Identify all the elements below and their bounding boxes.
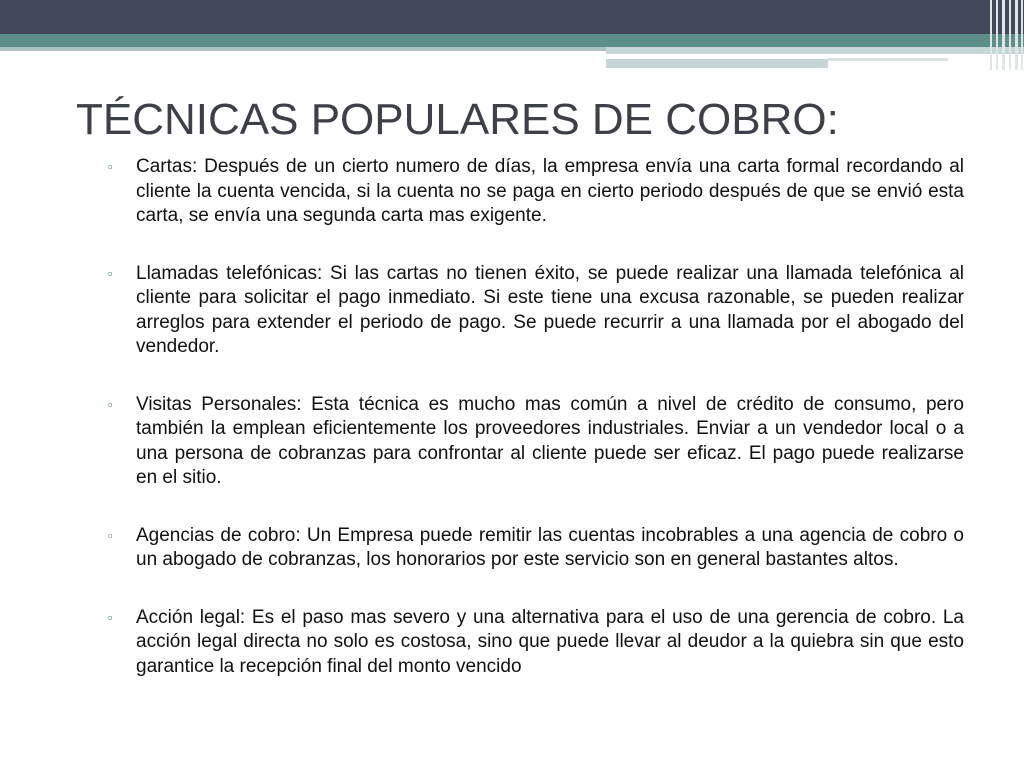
list-item-text: Acción legal: Es el paso mas severo y una alternativa para el uso de una gerencia de cobro. La acción legal directa no solo es costosa, sino que puede llevar al deudor a la quiebra sin que esto garantice la recepción final del monto vencido — [136, 606, 964, 677]
list-item — [108, 524, 964, 573]
header-stripe — [996, 0, 998, 70]
list-item — [108, 262, 964, 360]
header-band-accent-1 — [606, 47, 1024, 54]
bullet-icon: ▫ — [108, 265, 113, 281]
list-item — [108, 393, 964, 491]
header-band-teal — [0, 34, 1024, 47]
header-stripes — [990, 0, 1024, 70]
list-item-text: Visitas Personales: Esta técnica es mucho mas común a nivel de crédito de consumo, pero también la emplean eficientemente los proveedores industriales. Enviar a un vendedor local o a una persona de cobranzas para confrontar al cliente puede ser eficaz. El pago puede realizarse en el sitio. — [136, 393, 964, 488]
header-band-accent-3 — [828, 58, 948, 61]
bullet-icon: ▫ — [108, 159, 113, 174]
bullet-icon: ▫ — [108, 609, 113, 625]
bullet-icon: ▫ — [108, 396, 113, 412]
bullet-icon: ▫ — [108, 527, 113, 543]
list-item — [108, 155, 964, 229]
slide-title: TÉCNICAS POPULARES DE COBRO: — [76, 95, 839, 144]
list-item-text: Cartas: Después de un cierto numero de días, la empresa envía una carta formal recordando al cliente la cuenta vencida, si la cuenta no se paga en cierto periodo después de que se envió esta carta, se envía una segunda carta mas exigente. — [136, 156, 964, 226]
bullet-list — [108, 155, 964, 679]
list-item-text: Llamadas telefónicas: Si las cartas no tienen éxito, se puede realizar una llamada telefónica al cliente para solicitar el pago inmediato. Si este tiene una excusa razonable, se pueden realizar arreglos para extender el periodo de pago. Se puede recurrir a una llamada por el abogado del vendedor. — [136, 262, 964, 357]
header-band-accent-2 — [606, 59, 828, 68]
list-item — [108, 606, 964, 680]
list-item-text: Agencias de cobro: Un Empresa puede remitir las cuentas incobrables a una agencia de cobro o un abogado de cobranzas, los honorarios por este servicio son en general bastantes altos. — [136, 524, 964, 570]
header-stripe — [1009, 0, 1011, 70]
header-stripe — [1015, 0, 1018, 70]
header-band-teal-light — [0, 47, 606, 51]
header-band-dark — [0, 0, 1024, 34]
header-stripe — [1021, 0, 1023, 70]
header-stripe — [990, 0, 992, 70]
header-stripe — [1002, 0, 1005, 70]
